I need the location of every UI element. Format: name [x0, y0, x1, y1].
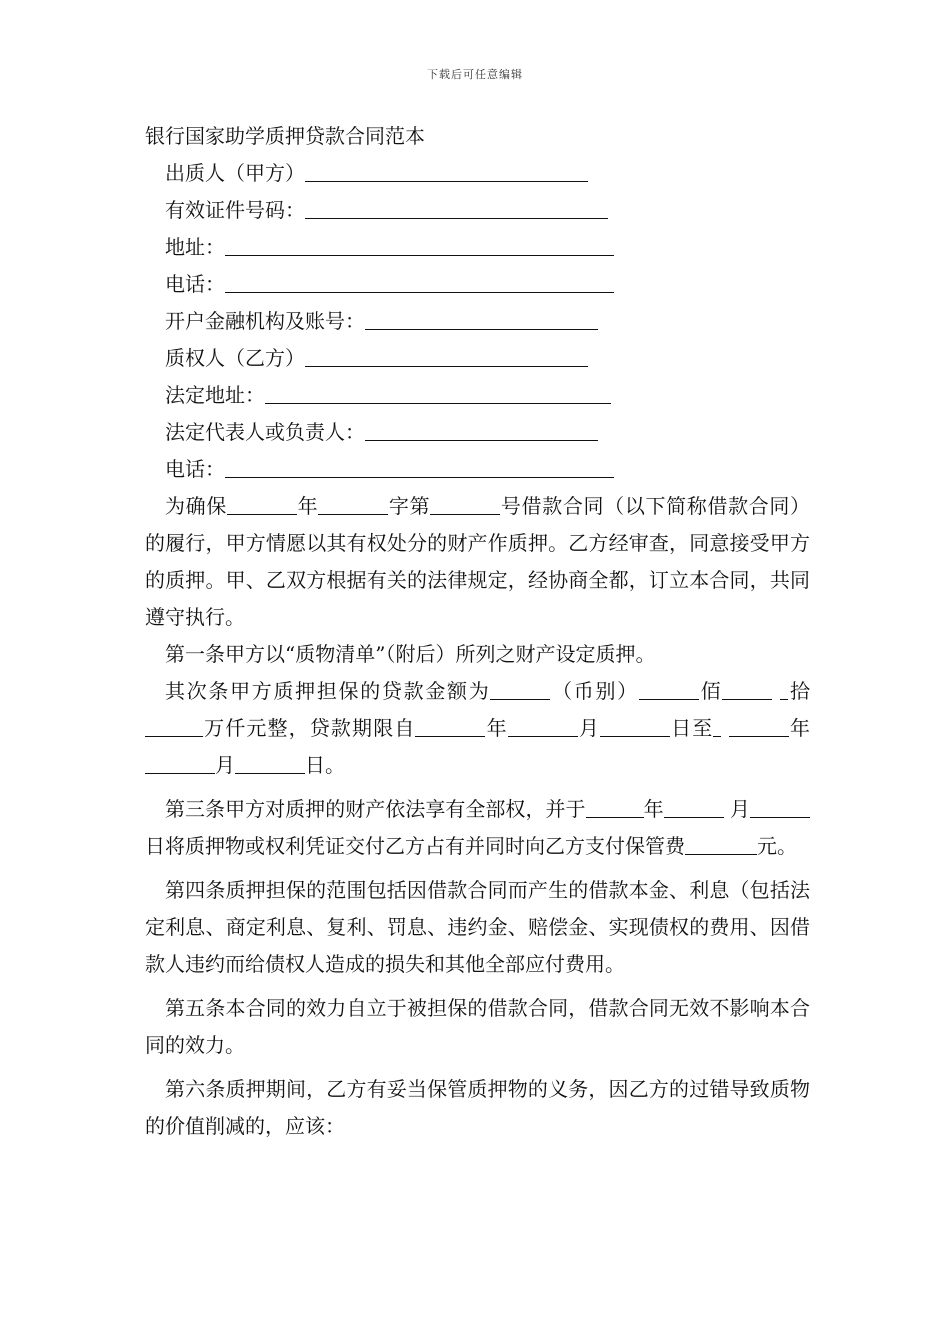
field-phone-2 [145, 451, 810, 488]
text-run: 年 [296, 494, 319, 518]
text-run: 为确保 [165, 494, 227, 518]
fill-blank [729, 714, 789, 737]
field-label: 法定代表人或负责人： [165, 420, 365, 444]
fill-blank [600, 714, 670, 737]
field-label: 电话： [165, 457, 225, 481]
text-run: 年 [485, 716, 508, 740]
field-bank-account [145, 303, 810, 340]
field-label: 出质人（甲方） [165, 161, 305, 185]
text-run: 日。 [305, 753, 345, 777]
field-label: 质权人（乙方） [165, 346, 305, 370]
field-label: 法定地址： [165, 383, 265, 407]
fill-blank [722, 677, 772, 700]
text-run: 其次条甲方质押担保的贷款金额为 [165, 679, 491, 703]
fill-blank [305, 159, 588, 182]
text-run: 拾 [788, 679, 811, 703]
text-run: 万仟元整，贷款期限自 [203, 716, 416, 740]
fill-blank [318, 492, 388, 515]
text-run: 年 [788, 716, 811, 740]
text-run: 字第 [388, 494, 431, 518]
fill-blank [145, 714, 203, 737]
paragraph-intro [145, 488, 810, 636]
fill-blank [750, 795, 810, 818]
text-run: 佰 [698, 679, 723, 703]
fill-blank [225, 455, 614, 478]
fill-blank [415, 714, 485, 737]
fill-blank [664, 795, 724, 818]
text-run: 日至 [669, 716, 714, 740]
fill-blank [639, 677, 699, 700]
text-run: 月 [215, 753, 235, 777]
fill-blank [225, 233, 614, 256]
text-run: 月 [577, 716, 600, 740]
text-run: 日将质押物或权利凭证交付乙方占有并同时向乙方支付保管费 [145, 834, 685, 858]
fill-blank [685, 832, 757, 855]
fill-blank [227, 492, 297, 515]
document-title: 银行国家助学质押贷款合同范本 [145, 124, 425, 148]
field-pledgee [145, 340, 810, 377]
field-label: 电话： [165, 272, 225, 296]
fill-blank [365, 418, 598, 441]
fill-blank [365, 307, 598, 330]
text-run: 月 [730, 797, 751, 821]
text-run: 号借款合同（以下简称借款合同）的履行，甲方情愿以其有权处分的财产作质押。乙方经审查，同意接受甲方的质押。甲、乙双方根据有关的法律规定，经协商全都，订立本合同，共同遵守执行。 [145, 494, 811, 629]
fill-blank [305, 344, 588, 367]
fill-blank [235, 751, 305, 774]
fill-blank [145, 751, 215, 774]
field-pledgor [145, 155, 810, 192]
text-run: 元。 [757, 834, 797, 858]
field-label: 有效证件号码： [165, 198, 305, 222]
article-5: 第五条本合同的效力自立于被担保的借款合同，借款合同无效不影响本合同的效力。 [145, 996, 810, 1057]
field-address [145, 229, 810, 266]
article-2 [145, 673, 810, 784]
fill-blank [225, 270, 614, 293]
field-phone [145, 266, 810, 303]
fill-blank [265, 381, 611, 404]
text-run: （币别） [550, 679, 639, 703]
field-label: 地址： [165, 235, 225, 259]
article-1: 第一条甲方以“质物清单”（附后）所列之财产设定质押。 [165, 642, 656, 666]
fill-blank [490, 677, 550, 700]
fill-blank [586, 795, 644, 818]
text-run: 年 [643, 797, 664, 821]
article-4: 第四条质押担保的范围包括因借款合同而产生的借款本金、利息（包括法定利息、商定利息、复利、罚息、违约金、赔偿金、实现债权的费用、因借款人违约而给债权人造成的损失和其他全部应付费用。 [145, 878, 810, 976]
field-legal-address [145, 377, 810, 414]
article-6: 第六条质押期间，乙方有妥当保管质押物的义务，因乙方的过错导致质物的价值削减的，应该： [145, 1077, 810, 1138]
field-id-number [145, 192, 810, 229]
text-run: 第三条甲方对质押的财产依法享有全部权，并于 [165, 797, 586, 821]
article-3 [145, 791, 810, 865]
fill-blank [430, 492, 500, 515]
contract-body [145, 118, 810, 1145]
fill-blank [305, 196, 608, 219]
field-label: 开户金融机构及账号： [165, 309, 365, 333]
page-header-note: 下载后可任意编辑 [427, 68, 523, 81]
fill-blank [713, 714, 721, 737]
field-legal-representative [145, 414, 810, 451]
fill-blank [508, 714, 578, 737]
